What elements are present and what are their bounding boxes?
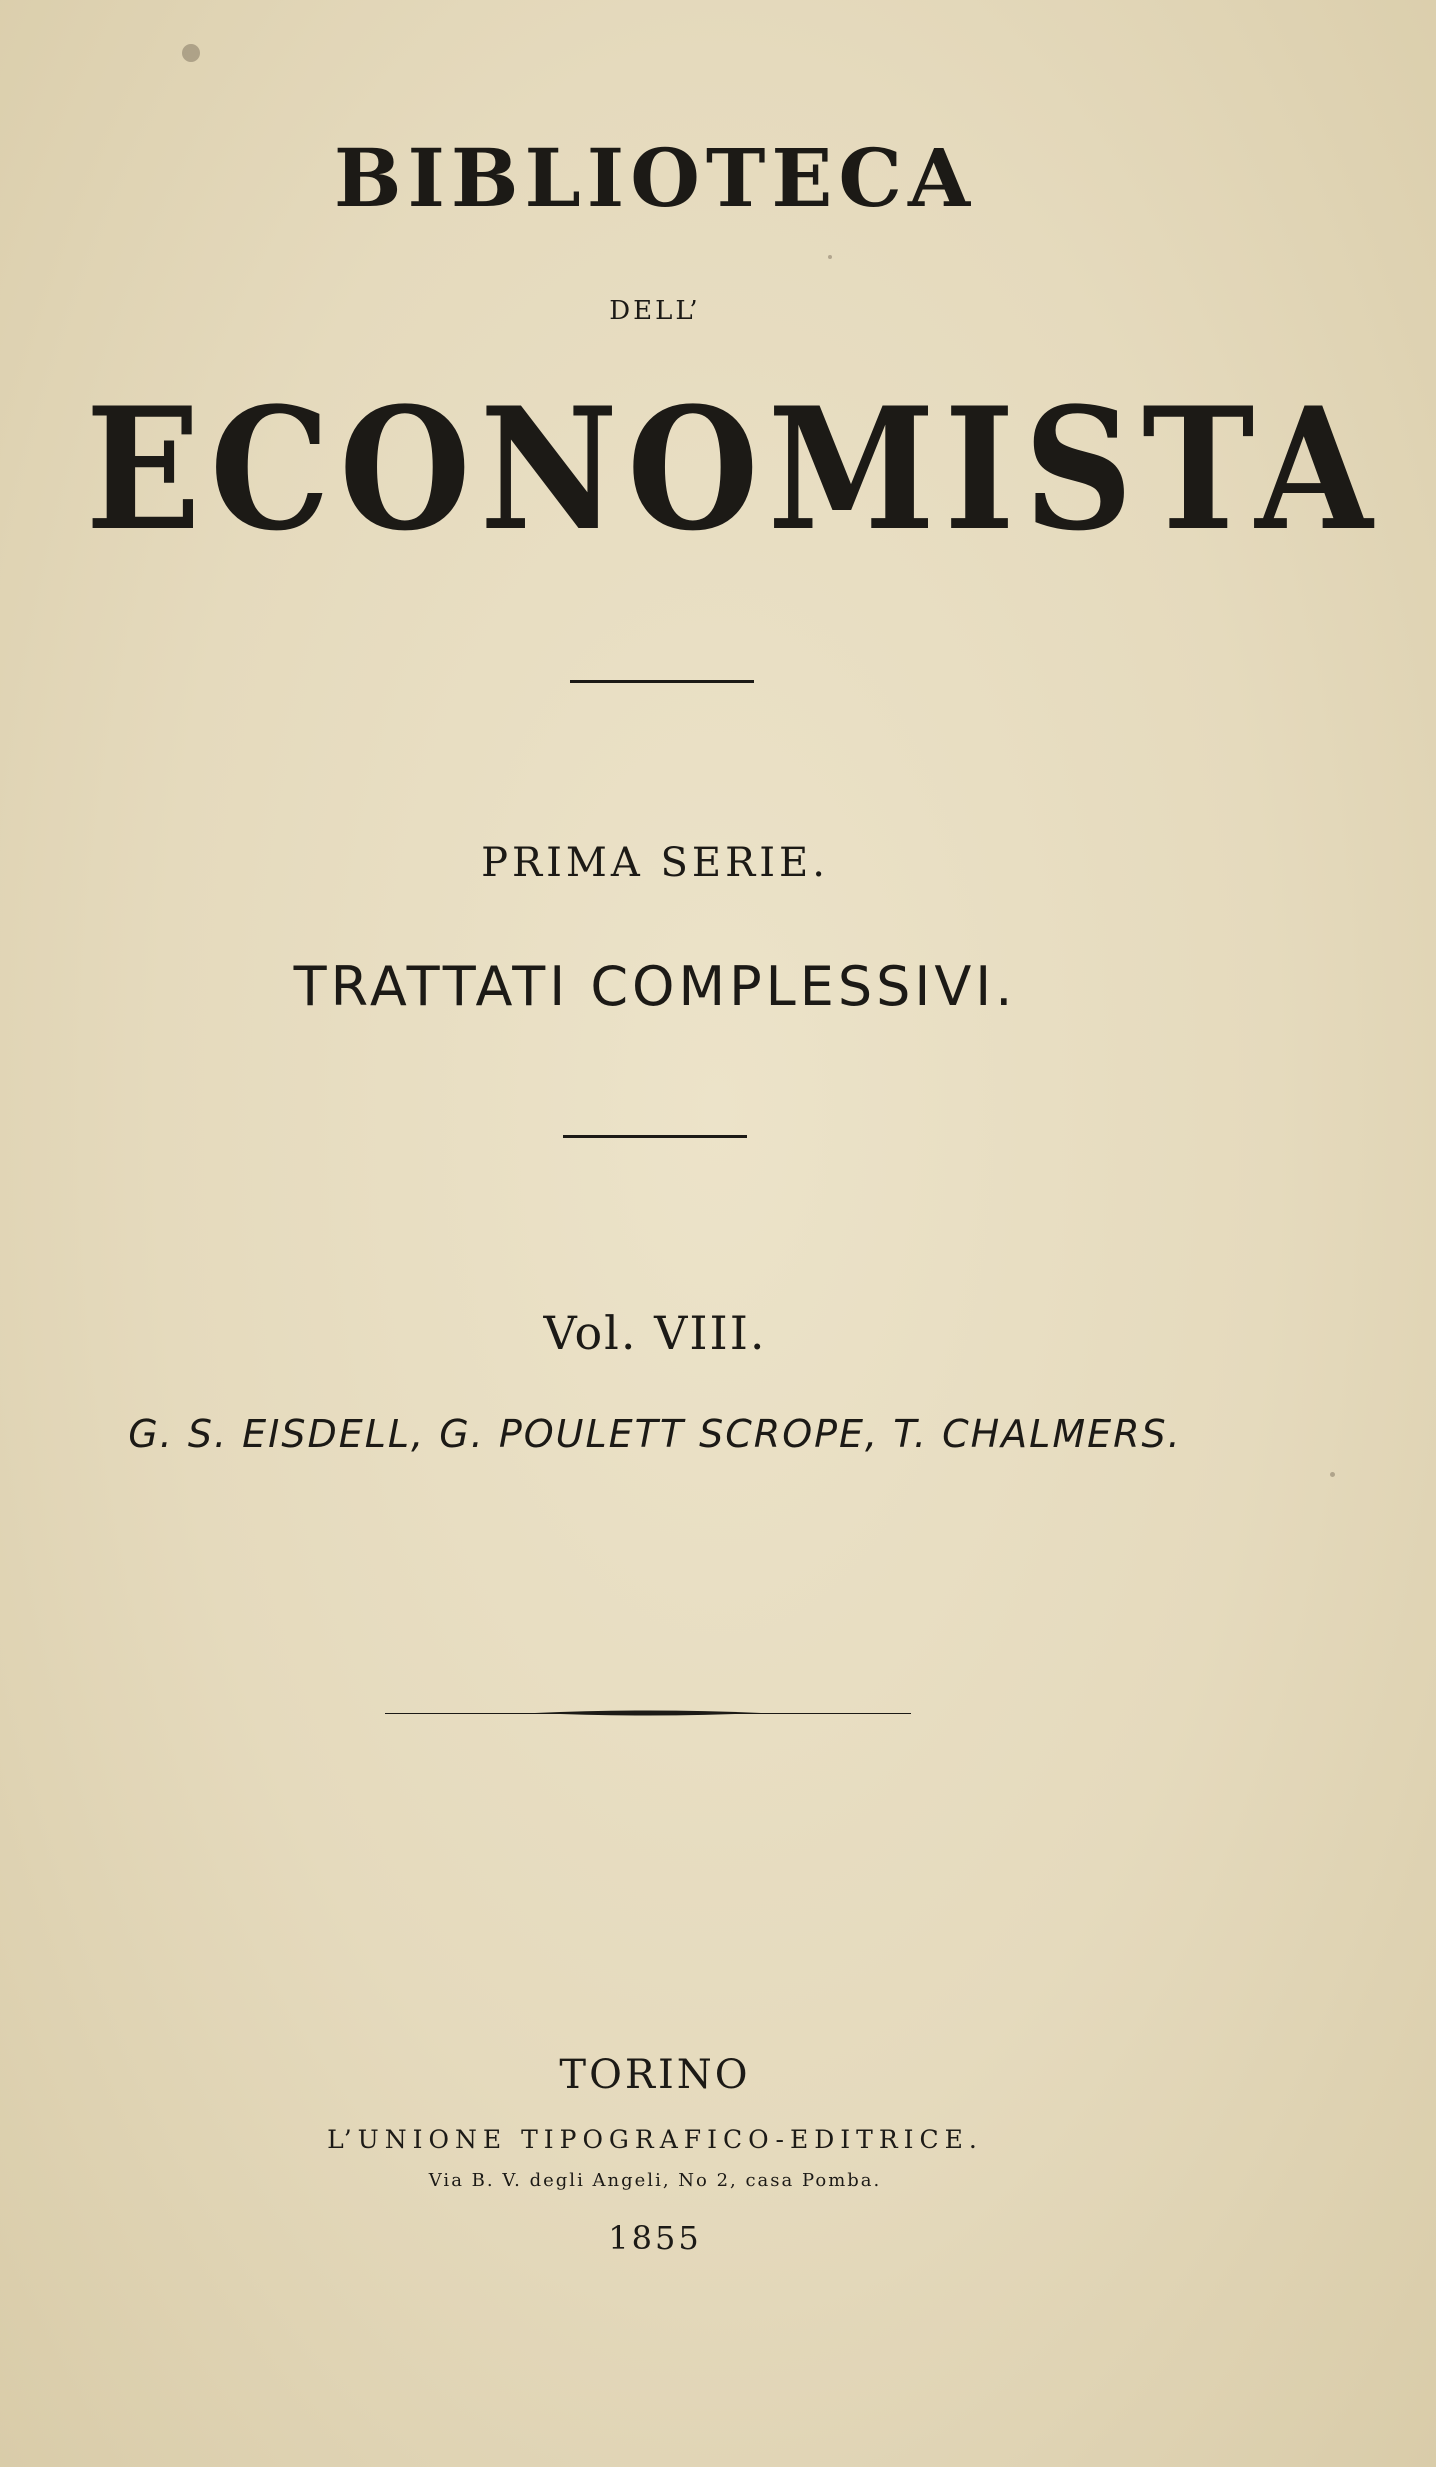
paper-speck <box>828 255 832 259</box>
series-subtitle: TRATTATI COMPLESSIVI. <box>293 955 1017 1018</box>
imprint-publisher: L’UNIONE TIPOGRAFICO-EDITRICE. <box>327 2125 983 2154</box>
title-biblioteca: BIBLIOTECA <box>333 131 977 225</box>
title-dell: DELL’ <box>609 296 701 326</box>
imprint-city: TORINO <box>559 2052 751 2098</box>
volume-label: Vol. VIII. <box>543 1306 767 1360</box>
title-economista: ECONOMISTA <box>85 370 1382 568</box>
volume-authors: G. S. EISDELL, G. POULETT SCROPE, T. CHALMERS. <box>128 1412 1182 1456</box>
ornamental-rule <box>385 1709 911 1717</box>
paper-speck <box>1330 1472 1335 1477</box>
imprint-year: 1855 <box>608 2219 702 2257</box>
paper-speck <box>182 44 200 62</box>
imprint-address: Via B. V. degli Angeli, No 2, casa Pomba. <box>428 2170 882 2191</box>
divider-rule <box>563 1135 747 1138</box>
series-name: PRIMA SERIE. <box>481 840 829 886</box>
divider-rule <box>570 680 754 683</box>
